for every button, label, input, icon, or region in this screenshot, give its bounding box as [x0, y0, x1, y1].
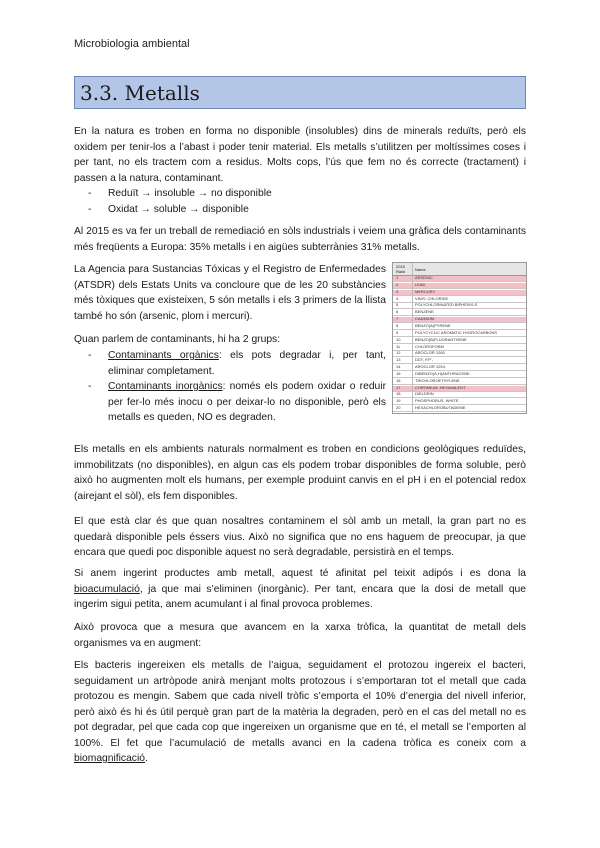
paragraph-bioaccumulation: Si anem ingerint productes amb metall, aquest té afinitat pel teixit adipós i es dona la bioacumulació, ja que mai s’eliminen (inorgànic). Per tant, encara que la dosi de metall que ingerim sigui petita, anem acumulant i al final provoca problemes.	[74, 568, 526, 610]
table-cell-rank: 20	[396, 405, 401, 411]
table-cell-rank: 7	[396, 316, 399, 322]
table-cell-rank: 9	[396, 329, 399, 335]
table-cell-name: CHLOROFORM	[415, 343, 444, 349]
paragraph-remediation: Al 2015 es va fer un treball de remediació en sòls industrials i veiem una gràfica dels contaminants més freqüents a Europa: 35% metalls i en aigües subterrànies 31% metalls.	[74, 226, 526, 253]
table-cell-rank: 19	[396, 398, 401, 404]
paragraph-trophic-chain: Això provoca que a mesura que avancem en la xarxa tròfica, la quantitat de metall dels organismes va en augment:	[74, 622, 526, 649]
table-cell-name: CADMIUM	[415, 316, 435, 322]
paragraph-biomagnification: Els bacteris ingereixen els metalls de l’aigua, seguidament el protozou ingereix el bacteri, seguidament un artròpode anirà menjant molts protozous i s’emportaran tot el metall que cada protozou es mengin. Sabem que cada nivell tròfic s’emporta el 10% d’energia del nivell inferior, però això és hi és útil perquè gran part de la matèria la degraden, però en el cas del metall no es pot degradar, pel que cada cop que ingereixen un organisme que en té, el metall se l’emporten al 100%. El fet que l’acumulació de metalls avanci en la cadena tròfica es coneix com a biomagnificació.	[74, 660, 526, 764]
section-title: 3.3. Metalls	[80, 81, 200, 105]
section-title-box	[74, 76, 526, 109]
table-cell-name: DDT, P,P'-	[415, 357, 434, 363]
table-cell-rank: 14	[396, 364, 401, 370]
table-cell-rank: 6	[396, 309, 399, 315]
table-cell-name: VINYL CHLORIDE	[415, 295, 449, 301]
table-cell-name: LEAD	[415, 281, 426, 287]
table-cell-name: DIBENZO(A,H)ANTHRACENE	[415, 370, 470, 376]
table-cell-rank: 12	[396, 350, 401, 356]
table-cell-rank: 8	[396, 322, 399, 328]
paragraph-atsdr: La Agencia para Sustancias Tóxicas y el Registro de Enfermedades (ATSDR) dels Estats Units va concloure que de les 20 substàncies més tòxiques que existeixen, 5 són metalls i els 3 primers de la llista també ho són (arsenic, plom i mercuri).	[74, 264, 386, 322]
bullet-list-availability	[74, 186, 526, 217]
table-cell-name: BENZENE	[415, 309, 434, 315]
table-cell-name: AROCLOR 1260	[415, 350, 445, 356]
list-item: - Contaminants inorgànics: només els podem oxidar o reduir per fer-lo més inocu o per deixar-lo no disponible, però els metalls es queden, NO es degraden.	[88, 381, 387, 423]
list-item: - Oxidat → soluble → disponible	[88, 203, 249, 215]
list-item: - Reduït → insoluble → no disponible	[88, 188, 272, 199]
list-item: - Contaminants orgànics: els pots degradar i, per tant, eliminar completament.	[88, 350, 387, 377]
table-header-rank: 2015 Rank	[396, 264, 406, 274]
table-cell-rank: 3	[396, 288, 399, 294]
toxic-substances-table	[392, 262, 527, 414]
table-cell-rank: 17	[396, 384, 401, 390]
table-cell-rank: 1	[396, 275, 399, 280]
table-cell-rank: 15	[396, 370, 401, 376]
bullet-list-contaminants	[74, 348, 386, 426]
table-cell-rank: 16	[396, 377, 401, 383]
table-cell-name: ARSENIC	[415, 275, 433, 280]
table-cell-rank: 4	[396, 295, 399, 301]
table-cell-name: DIELDRIN	[415, 391, 434, 397]
table-cell-name: CHROMIUM, HEXAVALENT	[415, 384, 466, 390]
table-cell-rank: 5	[396, 302, 399, 308]
table-cell-name: POLYCYCLIC AROMATIC HYDROCARBONS	[415, 329, 498, 335]
table-cell-name: BENZO(A)PYRENE	[415, 322, 451, 328]
running-header: Microbiologia ambiental	[74, 38, 190, 50]
term-bioaccumulation: bioacumulació	[74, 583, 140, 595]
table-cell-rank: 13	[396, 357, 401, 363]
term-biomagnification: biomagnificació	[74, 753, 145, 764]
table-cell-rank: 18	[396, 391, 401, 397]
paragraph-intro: En la natura es troben en forma no disponible (insolubles) dins de minerals reduïts, però els oxidem per tenir-los a l’abast i poder tenir material. Els metalls s’utilitzen per moltíssimes coses i per tant, no els tractem com a residus. Molts cops, l’ús que fem no és correcte (tractament) i passen a la natura, contaminant.	[74, 126, 526, 184]
table-cell-name: TRICHLOROETHYLENE	[415, 377, 460, 383]
table-cell-name: AROCLOR 1254	[415, 364, 445, 370]
table-cell-rank: 11	[396, 343, 401, 349]
table-cell-name: BENZO(B)FLUORANTHENE	[415, 336, 467, 342]
table-cell-name: MERCURY	[415, 288, 436, 294]
table-cell-name: PHOSPHORUS, WHITE	[415, 398, 459, 404]
table-header-name: Name	[415, 267, 426, 272]
paragraph-natural-metals: Els metalls en els ambients naturals normalment es troben en condicions geològiques reduïdes, immobilitzats (no disponibles), en algun cas els podem trobar disponibles de forma soluble, però això ho augmenten molt els humans, per exemple produint canvis en el pH i en el potencial redox (airejant el sòl), els fem disponibles.	[74, 444, 526, 502]
table-column-divider	[412, 263, 413, 413]
paragraph-groups: Quan parlem de contaminants, hi ha 2 grups:	[74, 334, 281, 345]
table-cell-name: POLYCHLORINATED BIPHENYLS	[415, 302, 478, 308]
table-cell-rank: 10	[396, 336, 401, 342]
table-cell-rank: 2	[396, 281, 399, 287]
paragraph-soil-contamination: El que està clar és que quan nosaltres contaminem el sòl amb un metall, la gran part no es quedarà disponible pels éssers vius. Això no significa que no ens haguem de preocupar, ja que encara que quedi poc disponible aquest no serà degradable, persistirà en el temps.	[74, 516, 526, 558]
table-cell-name: HEXACHLOROBUTADIENE	[415, 405, 466, 411]
